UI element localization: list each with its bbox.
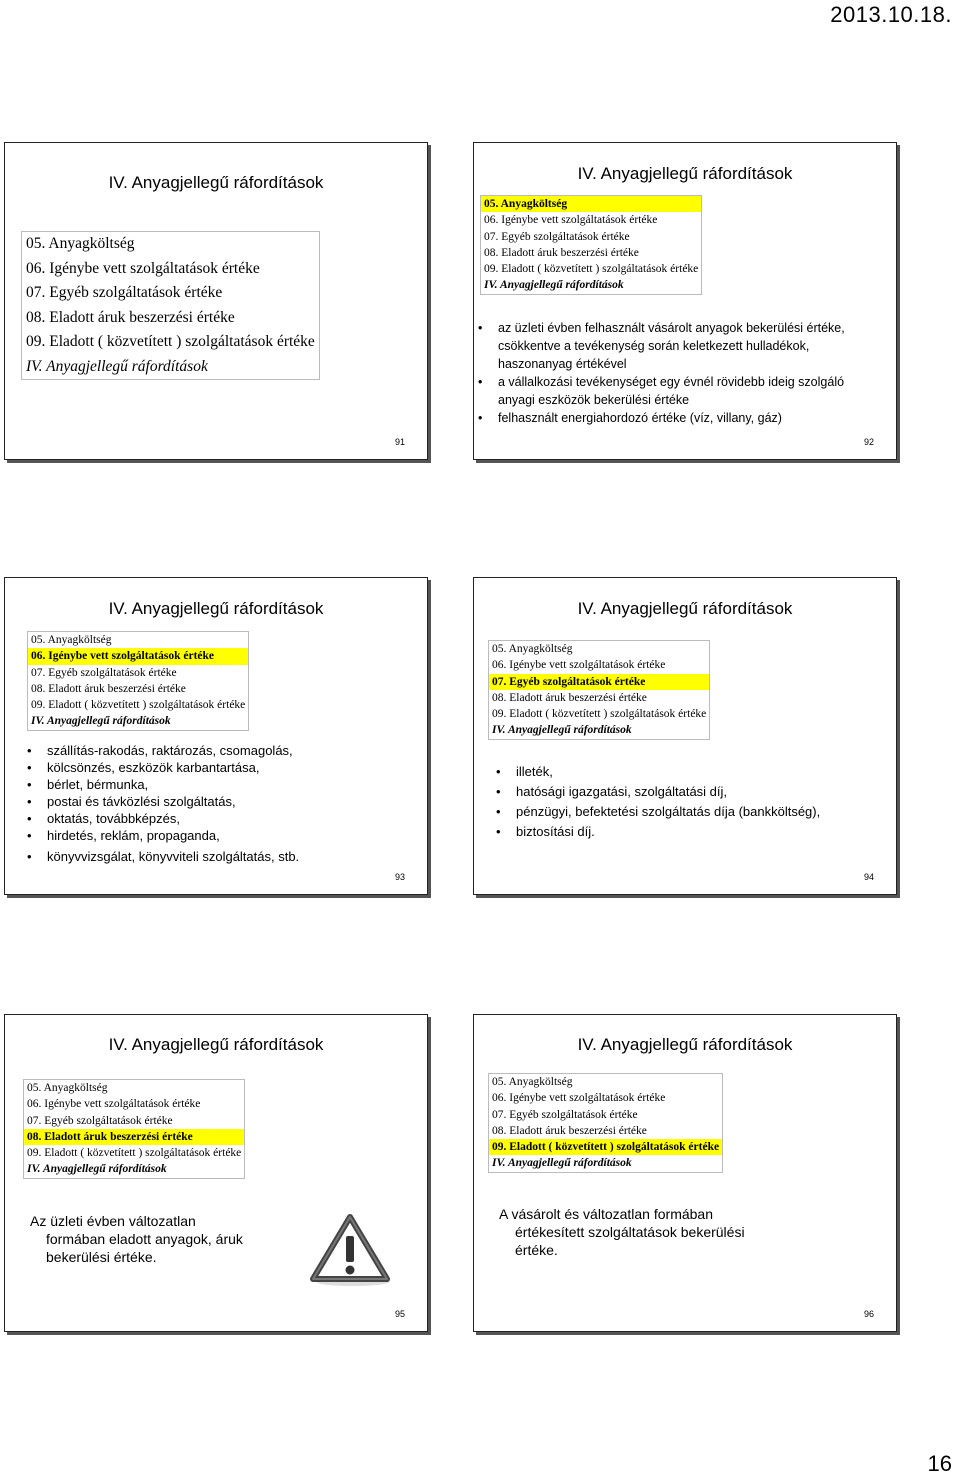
bullet-item: • illeték, (496, 764, 553, 779)
bullet-item: • felhasznált energiahordozó értéke (víz, villany, gáz) (478, 411, 782, 425)
text-line: bekerülési értéke. (46, 1249, 157, 1265)
item-09: 09. Eladott ( közvetített ) szolgáltatások értéke (492, 708, 707, 721)
bullet-item: • postai és távközlési szolgáltatás, (27, 794, 236, 809)
item-05: 05. Anyagköltség (481, 196, 701, 212)
item-09: 09. Eladott ( közvetített ) szolgáltatások értéke (484, 263, 699, 276)
bullet-item: • bérlet, bérmunka, (27, 777, 149, 792)
slide-number: 91 (394, 437, 405, 447)
item-08: 08. Eladott áruk beszerzési értéke (492, 1124, 647, 1137)
item-06: 06. Igénybe vett szolgáltatások értéke (27, 1098, 201, 1111)
text-line: A vásárolt és változatlan formában (499, 1206, 714, 1222)
warning-icon (309, 1212, 391, 1288)
item-07: 07. Egyéb szolgáltatások értéke (489, 674, 709, 690)
slide-number: 95 (394, 1309, 405, 1319)
slide-title: IV. Anyagjellegű ráfordítások (577, 164, 793, 183)
slide-91 (4, 142, 428, 460)
item-09: 09. Eladott ( közvetített ) szolgáltatások értéke (489, 1139, 722, 1155)
item-08: 08. Eladott áruk beszerzési értéke (492, 691, 647, 704)
header-date: 2013.10.18. (830, 2, 952, 27)
item-08: 08. Eladott áruk beszerzési értéke (24, 1129, 244, 1145)
bullet-list (478, 319, 870, 427)
slide-title: IV. Anyagjellegű ráfordítások (577, 599, 793, 618)
item-07: 07. Egyéb szolgáltatások értéke (27, 1114, 173, 1127)
item-05: 05. Anyagköltség (27, 1082, 108, 1094)
bullet-list (27, 742, 407, 865)
slide-title: IV. Anyagjellegű ráfordítások (577, 1035, 793, 1054)
bullet-item: • hatósági igazgatási, szolgáltatási díj, (496, 784, 728, 799)
page-number: 16 (927, 1451, 952, 1476)
slide-95 (4, 1014, 428, 1332)
text-line: értéke. (515, 1242, 558, 1258)
slide-number: 93 (394, 872, 405, 882)
item-05: 05. Anyagköltség (31, 634, 112, 646)
item-05: 05. Anyagköltség (26, 235, 135, 252)
bullet-item: • az üzleti évben felhasznált vásárolt anyagok bekerülési értéke, csökkentve a tevékenység során keletkezett hulladékok, haszonanyag értékével (478, 321, 845, 371)
slide-title: IV. Anyagjellegű ráfordítások (108, 173, 324, 192)
item-08: 08. Eladott áruk beszerzési értéke (26, 308, 235, 326)
item-iv: IV. Anyagjellegű ráfordítások (31, 715, 171, 728)
bullet-item: • oktatás, továbbképzés, (27, 811, 180, 826)
item-08: 08. Eladott áruk beszerzési értéke (31, 682, 186, 695)
item-table (23, 1079, 245, 1179)
slide-96 (473, 1014, 897, 1332)
item-05: 05. Anyagköltség (492, 643, 573, 655)
item-07: 07. Egyéb szolgáltatások értéke (492, 1108, 638, 1121)
slide-93 (4, 577, 428, 895)
text-line: Az üzleti évben változatlan (30, 1213, 196, 1229)
item-07: 07. Egyéb szolgáltatások értéke (31, 666, 177, 679)
item-05: 05. Anyagköltség (492, 1076, 573, 1088)
bullet-item: • kölcsönzés, eszközök karbantartása, (27, 760, 260, 775)
item-06: 06. Igénybe vett szolgáltatások értéke (484, 214, 658, 227)
text-line: formában eladott anyagok, áruk (46, 1231, 243, 1247)
item-table (27, 631, 249, 731)
slide-number: 94 (863, 872, 874, 882)
description-text (499, 1205, 745, 1259)
item-table (488, 640, 710, 740)
item-table (21, 231, 320, 380)
item-06: 06. Igénybe vett szolgáltatások értéke (26, 259, 260, 277)
item-06: 06. Igénybe vett szolgáltatások értéke (492, 659, 666, 672)
bullet-item: • biztosítási díj. (496, 824, 595, 839)
text-line: értékesített szolgáltatások bekerülési (515, 1224, 745, 1240)
item-iv: IV. Anyagjellegű ráfordítások (26, 357, 208, 375)
bullet-item: • szállítás-rakodás, raktározás, csomagolás, (27, 743, 293, 758)
description-text (30, 1212, 243, 1266)
item-iv: IV. Anyagjellegű ráfordítások (492, 1157, 632, 1170)
item-07: 07. Egyéb szolgáltatások értéke (484, 230, 630, 243)
item-06: 06. Igénybe vett szolgáltatások értéke (28, 648, 248, 664)
slide-92 (473, 142, 897, 460)
item-iv: IV. Anyagjellegű ráfordítások (27, 1163, 167, 1176)
bullet-item: • pénzügyi, befektetési szolgáltatás díja (bankköltség), (496, 804, 821, 819)
bullet-list (496, 762, 886, 842)
item-09: 09. Eladott ( közvetített ) szolgáltatások értéke (26, 333, 315, 350)
slide-number: 96 (863, 1309, 874, 1319)
bullet-item: • hirdetés, reklám, propaganda, (27, 828, 220, 843)
item-table (488, 1073, 723, 1173)
item-iv: IV. Anyagjellegű ráfordítások (492, 724, 632, 737)
item-06: 06. Igénybe vett szolgáltatások értéke (492, 1092, 666, 1105)
item-table (480, 195, 702, 295)
bullet-item: • könyvvizsgálat, könyvviteli szolgáltatás, stb. (27, 849, 300, 864)
slide-94 (473, 577, 897, 895)
item-iv: IV. Anyagjellegű ráfordítások (484, 279, 624, 292)
item-08: 08. Eladott áruk beszerzési értéke (484, 246, 639, 259)
bullet-item: • a vállalkozási tevékenységet egy évnél rövidebb ideig szolgáló anyagi eszközök bekerülési értéke (478, 375, 845, 407)
slide-title: IV. Anyagjellegű ráfordítások (108, 599, 324, 618)
item-09: 09. Eladott ( közvetített ) szolgáltatások értéke (27, 1147, 242, 1160)
slide-title: IV. Anyagjellegű ráfordítások (108, 1035, 324, 1054)
item-09: 09. Eladott ( közvetített ) szolgáltatások értéke (31, 699, 246, 712)
slide-number: 92 (863, 437, 874, 447)
item-07: 07. Egyéb szolgáltatások értéke (26, 284, 223, 301)
